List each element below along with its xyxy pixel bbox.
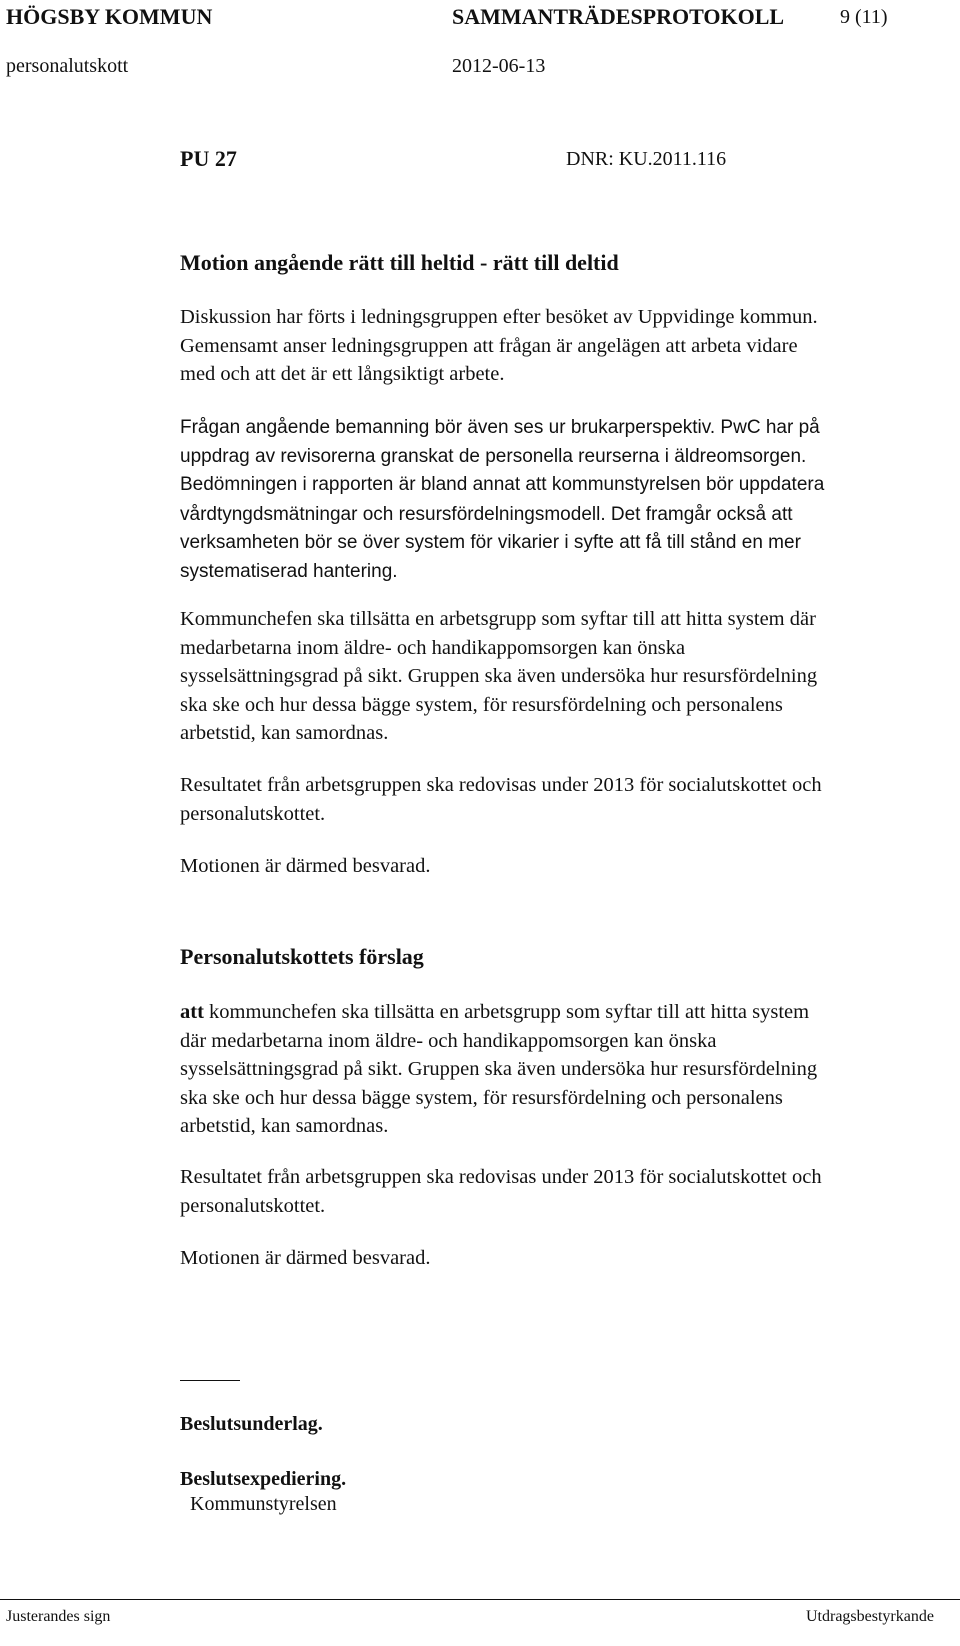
footer-divider <box>0 1599 960 1600</box>
case-number: PU 27 <box>180 146 237 171</box>
text-line: PwC har på <box>715 417 820 438</box>
text-line: systematiserad hantering. <box>180 560 398 582</box>
text-line: där medarbetarna inom äldre- och handikappomsorgen kan önska <box>180 1029 717 1052</box>
text-line: Resultatet från arbetsgruppen ska redovisas under 2013 för socialutskottet och <box>180 774 822 796</box>
text-line: medarbetarna inom äldre- och handikappomsorgen kan önska <box>180 636 686 659</box>
text-line: personalutskottet. <box>180 1194 326 1217</box>
paragraph-results <box>180 771 950 828</box>
separator-rule <box>180 1380 240 1381</box>
text-line: Resultatet från arbetsgruppen ska redovisas under 2013 för socialutskottet och <box>180 1166 822 1188</box>
decision-basis-heading: Beslutsunderlag. <box>180 1413 323 1435</box>
distribution-recipient: Kommunstyrelsen <box>190 1493 337 1515</box>
text-line: Bedömningen i rapporten är bland annat att kommunstyrelsen bör uppdatera <box>180 474 825 495</box>
att-keyword: att <box>180 1001 204 1023</box>
text-line: Diskussion har förts i ledningsgruppen efter besöket av Uppvidinge kommun. <box>180 306 818 328</box>
page-number: 9 (11) <box>840 6 888 28</box>
text-line: Motionen är därmed besvarad. <box>180 855 431 877</box>
text-line: kommunchefen ska tillsätta en arbetsgrupp som syftar till att hitta system <box>203 1001 810 1023</box>
text-line: sysselsättningsgrad på sikt. Gruppen ska även undersöka hur resursfördelning <box>180 1058 818 1080</box>
text-line: verksamheten bör se över system för vikarier i syfte att få till stånd en mer <box>180 532 801 553</box>
page-title: Motion angående rätt till heltid - rätt till deltid <box>180 250 619 275</box>
text-line: personalutskottet. <box>180 802 326 825</box>
text-line: sysselsättningsgrad på sikt. Gruppen ska även undersöka hur resursfördelning <box>180 665 818 687</box>
decision-distribution-heading: Beslutsexpediering. <box>180 1468 347 1490</box>
paragraph-working-group <box>180 605 950 748</box>
footer-signature-label: Justerandes sign <box>6 1608 111 1625</box>
text-line: Motionen är därmed besvarad. <box>180 1247 431 1269</box>
text-line: Det framgår också att <box>605 503 793 525</box>
committee-name: personalutskott <box>6 55 129 77</box>
text-line: Frågan angående bemanning bör även ses ur brukarperspektiv. <box>180 417 716 438</box>
meeting-date: 2012-06-13 <box>452 55 546 77</box>
text-line: ska ske och hur dessa bägge system, för resursfördelning och personalens <box>180 1086 783 1109</box>
text-line: uppdrag av revisorerna granskat de personella reurserna i äldreomsorgen. <box>180 445 807 467</box>
text-line: arbetstid, kan samordnas. <box>180 1115 389 1137</box>
diary-number: DNR: KU.2011.116 <box>566 148 727 170</box>
text-line: med och att det är ett långsiktigt arbete. <box>180 363 505 385</box>
text-line: Kommunchefen ska tillsätta en arbetsgrupp som syftar till att hitta system där <box>180 608 816 630</box>
text-line: Gemensamt anser ledningsgruppen att frågan är angelägen att arbeta vidare <box>180 334 798 357</box>
paragraph-discussion <box>180 303 950 389</box>
document-type: SAMMANTRÄDESPROTOKOLL <box>452 4 785 29</box>
paragraph-conclusion <box>180 852 950 881</box>
footer-certification-label: Utdragsbestyrkande <box>806 1608 934 1625</box>
proposal-paragraph-conclusion <box>180 1244 950 1273</box>
proposal-heading: Personalutskottets förslag <box>180 944 424 969</box>
text-line: ska ske och hur dessa bägge system, för resursfördelning och personalens <box>180 693 783 716</box>
text-line: arbetstid, kan samordnas. <box>180 722 389 744</box>
proposal-paragraph-working-group <box>180 998 950 1141</box>
proposal-paragraph-results <box>180 1163 950 1220</box>
text-line: vårdtyngdsmätningar och resursfördelningsmodell. <box>180 503 606 525</box>
paragraph-staffing <box>180 413 950 586</box>
municipality-name: HÖGSBY KOMMUN <box>6 4 213 29</box>
